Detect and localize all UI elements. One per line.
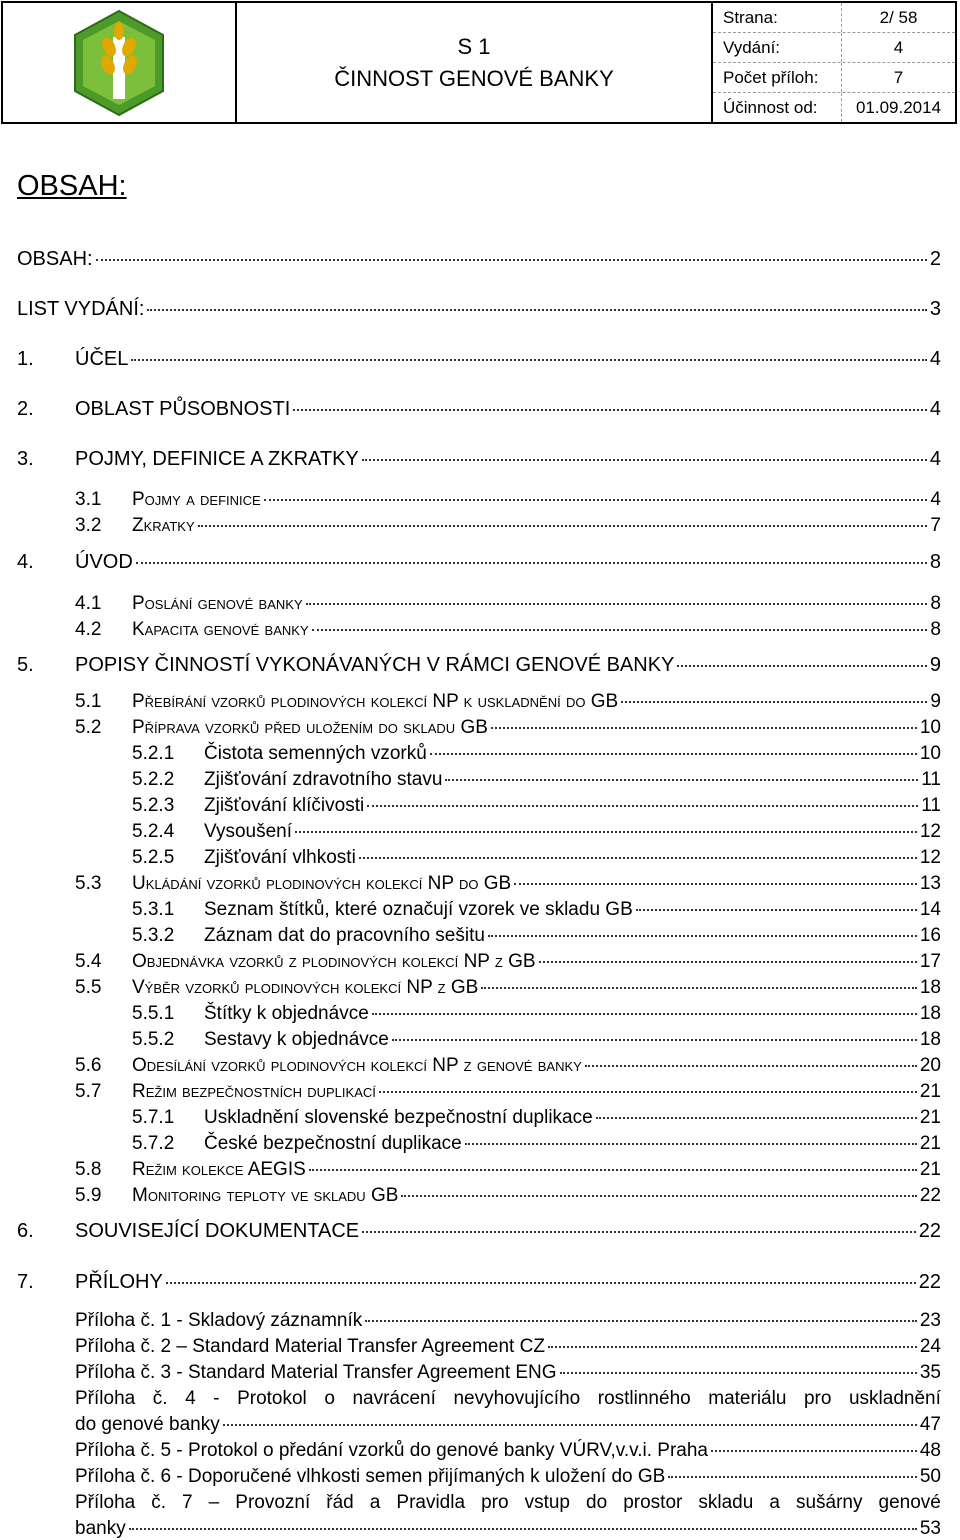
toc-entry-text: Zjišťování vlhkosti [204,847,356,868]
toc-word: skladu [698,1492,754,1513]
toc-page-number: 14 [919,899,941,920]
toc-word: uskladnění [848,1388,941,1409]
toc-leader [306,603,928,605]
toc-entry-text: Pojmy a definice [132,489,261,510]
toc-page-number: 35 [919,1362,941,1383]
toc-word: rostlinného [597,1388,691,1409]
toc-entry-text: Objednávka vzorků z plodinových kolekcí NP z GB [132,951,536,972]
toc-word: prostor [623,1492,683,1513]
toc-entry[interactable] [17,654,941,677]
document-title: ČINNOST GENOVÉ BANKY [334,65,614,91]
toc-entry-number: 5.2.4 [132,821,175,842]
toc-entry-text: SOUVISEJÍCÍ DOKUMENTACE [75,1220,360,1242]
toc-leader [136,562,927,564]
toc-entry-text: Vysoušení [204,821,293,842]
toc-page-number: 20 [919,1055,941,1076]
toc-page-number: 53 [919,1518,941,1539]
toc-word: Protokol [237,1388,307,1409]
toc-page-number: 8 [930,593,941,614]
toc-entry-number: 5.1 [75,691,102,712]
toc-entry-line[interactable] [75,1388,941,1410]
meta-label: Počet příloh: [713,63,842,92]
toc-leader [264,499,928,501]
toc-entry-text: Příloha č. 5 - Protokol o předání vzorků do genové banky VÚRV,v.v.i. Praha [75,1440,708,1461]
toc-word: pro [481,1492,509,1513]
toc-page-number: 10 [919,717,941,738]
toc-word: – [208,1492,220,1513]
toc-leader [96,259,927,261]
toc-entry-text: POJMY, DEFINICE A ZKRATKY [75,448,359,470]
toc-page-number: 18 [919,1003,941,1024]
toc-leader [131,359,927,361]
toc-entry-number: 5.2 [75,717,102,738]
toc-leader [367,805,918,807]
toc-entry-text: Štítky k objednávce [204,1003,369,1024]
toc-leader [491,727,917,729]
toc-page-number: 12 [919,821,941,842]
toc-entry-text: banky [75,1518,126,1539]
meta-label: Vydání: [713,33,842,62]
toc-entry[interactable] [75,1414,941,1436]
toc-page-number: 4 [929,398,941,420]
toc-entry-number: 5.8 [75,1159,102,1180]
toc-leader [539,961,917,963]
toc-word: č. [151,1492,167,1513]
toc-entry[interactable] [75,1362,941,1384]
toc-word: navrácení [352,1388,436,1409]
toc-leader [668,1476,917,1478]
toc-leader [488,935,917,937]
document-code: S 1 [457,33,491,59]
toc-entry-text: Záznam dat do pracovního sešitu [204,925,485,946]
toc-entry-number: 3. [17,448,34,470]
toc-leader [129,1528,917,1530]
toc-entry[interactable] [75,593,941,615]
toc-word: řád [326,1492,354,1513]
toc-leader [677,665,926,667]
toc-leader [309,1169,917,1171]
toc-entry[interactable] [75,1055,941,1077]
toc-word: sušárny [795,1492,863,1513]
toc-entry[interactable] [75,1081,941,1103]
toc-page-number: 21 [919,1081,941,1102]
toc-leader [379,1091,917,1093]
toc-entry[interactable] [17,1220,941,1243]
toc-entry-text: Přebírání vzorků plodinových kolekcí NP k uskladnění do GB [132,691,619,712]
toc-entry[interactable] [17,248,941,271]
toc-entry[interactable] [17,398,941,421]
toc-entry-number: 5.9 [75,1185,102,1206]
toc-page-number: 21 [919,1107,941,1128]
meta-value: 2/ 58 [879,7,918,27]
toc-page-number: 4 [929,348,941,370]
toc-leader [166,1282,916,1284]
toc-entry-text: Poslání genové banky [132,593,303,614]
toc-word: a [769,1492,780,1513]
toc-entry-text: Kapacita genové banky [132,619,309,640]
toc-word: do [586,1492,608,1513]
toc-entry-number: 2. [17,398,34,420]
toc-leader [445,779,918,781]
toc-leader [430,753,917,755]
toc-page-number: 24 [919,1336,941,1357]
toc-page-number: 23 [919,1310,941,1331]
toc-word: o [324,1388,335,1409]
toc-entry-number: 3.1 [75,489,102,510]
toc-word: Provozní [235,1492,311,1513]
toc-page-number: 9 [930,691,941,712]
toc-entry-text: Monitoring teploty ve skladu GB [132,1185,399,1206]
toc-leader [372,1013,917,1015]
toc-entry[interactable] [75,1440,941,1462]
toc-entry[interactable] [75,951,941,973]
page-title: OBSAH: [17,170,127,202]
toc-page-number: 17 [919,951,941,972]
toc-entry[interactable] [132,899,941,921]
toc-leader [293,409,927,411]
toc-page-number: 13 [919,873,941,894]
toc-entry[interactable] [75,489,941,511]
toc-leader [636,909,917,911]
toc-leader [596,1117,917,1119]
logo-cell [3,3,237,122]
toc-entry[interactable] [75,717,941,739]
toc-word: 7 [182,1492,193,1513]
toc-entry-number: 5.3 [75,873,102,894]
meta-table [713,3,955,122]
toc-entry-number: 5.2.5 [132,847,175,868]
toc-page-number: 8 [930,619,941,640]
toc-word: 4 [185,1388,196,1409]
toc-leader [585,1065,917,1067]
toc-entry-text: Čistota semenných vzorků [204,743,427,764]
toc-page-number: 47 [919,1414,941,1435]
toc-entry-text: Uskladnění slovenské bezpečnostní duplikace [204,1107,593,1128]
toc-entry[interactable] [75,515,941,537]
toc-page-number: 48 [919,1440,941,1461]
title-cell [237,3,713,122]
toc-page-number: 50 [919,1466,941,1487]
toc-page-number: 7 [930,515,941,536]
toc-entry-number: 5.7 [75,1081,102,1102]
toc-entry-text: Zkratky [132,515,195,536]
toc-leader [560,1372,917,1374]
toc-entry-text: PŘÍLOHY [75,1271,163,1293]
toc-word: genové [878,1492,941,1513]
toc-entry[interactable] [132,1029,941,1051]
toc-word: Příloha [75,1388,136,1409]
toc-entry-number: 4. [17,551,34,573]
toc-page-number: 16 [919,925,941,946]
toc-entry-text: OBSAH: [17,248,93,270]
toc-entry[interactable] [75,1185,941,1207]
toc-entry-number: 5.7.2 [132,1133,175,1154]
toc-entry-number: 5.7.1 [132,1107,175,1128]
toc-word: vstup [524,1492,570,1513]
toc-entry-number: 7. [17,1271,34,1293]
toc-entry-text: Zjišťování zdravotního stavu [204,769,443,790]
toc-entry[interactable] [17,348,941,371]
toc-entry-text: Odesílání vzorků plodinových kolekcí NP z genové banky [132,1055,582,1076]
toc-leader [295,831,917,833]
toc-entry-number: 5. [17,654,34,676]
toc-entry-number: 5.2.2 [132,769,175,790]
toc-entry-text: LIST VYDÁNÍ: [17,298,145,320]
toc-leader [514,883,917,885]
toc-page-number: 10 [919,743,941,764]
toc-page-number: 18 [919,977,941,998]
toc-entry-text: OBLAST PŮSOBNOSTI [75,398,291,420]
toc-page-number: 2 [929,248,941,270]
toc-entry-text: Režim bezpečnostních duplikací [132,1081,376,1102]
toc-entry[interactable] [75,1159,941,1181]
toc-page-number: 11 [921,795,941,816]
toc-entry[interactable] [132,925,941,947]
toc-entry-number: 5.5 [75,977,102,998]
meta-label: Strana: [713,3,842,32]
toc-word: - [213,1388,220,1409]
toc-entry[interactable] [132,1107,941,1129]
toc-leader [147,309,926,311]
toc-entry[interactable] [132,769,941,791]
toc-entry-line[interactable] [75,1492,941,1514]
toc-page-number: 8 [929,551,941,573]
toc-entry-number: 5.3.2 [132,925,175,946]
toc-entry-number: 5.2.1 [132,743,175,764]
toc-leader [365,1320,917,1322]
meta-value: 7 [893,67,904,87]
toc-entry[interactable] [75,1466,941,1488]
toc-word: nevyhovujícího [453,1388,581,1409]
toc-entry-number: 4.2 [75,619,102,640]
toc-page-number: 22 [918,1271,941,1293]
toc-entry-number: 3.2 [75,515,102,536]
toc-leader [401,1195,916,1197]
toc-entry-number: 5.6 [75,1055,102,1076]
toc-leader [312,629,928,631]
toc-entry[interactable] [132,795,941,817]
meta-value: 4 [893,37,904,57]
toc-page-number: 3 [929,298,941,320]
toc-entry-number: 6. [17,1220,34,1242]
toc-entry-text: Příloha č. 3 - Standard Material Transfer Agreement ENG [75,1362,557,1383]
toc-entry[interactable] [75,1336,941,1358]
toc-word: Pravidla [396,1492,466,1513]
toc-leader [362,459,927,461]
toc-entry-number: 5.2.3 [132,795,175,816]
toc-page-number: 4 [930,489,941,510]
toc-entry-number: 1. [17,348,34,370]
toc-word: a [369,1492,381,1513]
toc-entry-number: 5.3.1 [132,899,175,920]
toc-leader [359,857,917,859]
toc-entry-number: 5.5.2 [132,1029,175,1050]
toc-entry-text: Sestavy k objednávce [204,1029,389,1050]
toc-entry[interactable] [75,1518,941,1540]
toc-page-number: 22 [919,1185,941,1206]
toc-entry[interactable] [17,448,941,471]
toc-entry-number: 5.5.1 [132,1003,175,1024]
toc-word: materiálu [708,1388,787,1409]
toc-page-number: 12 [919,847,941,868]
toc-leader [481,987,917,989]
toc-entry-text: Seznam štítků, které označují vzorek ve skladu GB [204,899,633,920]
toc-entry-text: Režim kolekce AEGIS [132,1159,306,1180]
toc-leader [548,1346,917,1348]
toc-page-number: 9 [929,654,941,676]
toc-page-number: 22 [918,1220,941,1242]
toc-entry-text: Příprava vzorků před uložením do skladu GB [132,717,488,738]
toc-entry-text: Příloha č. 6 - Doporučené vlhkosti semen přijímaných k uložení do GB [75,1466,666,1487]
meta-row-attachments [713,63,955,93]
toc-entry-text: Výběr vzorků plodinových kolekcí NP z GB [132,977,479,998]
toc-entry[interactable] [17,298,941,321]
toc-word: pro [803,1388,832,1409]
toc-entry-text: Příloha č. 1 - Skladový záznamník [75,1310,363,1331]
toc-entry[interactable] [132,743,941,765]
toc-entry-text: Příloha č. 2 – Standard Material Transfer Agreement CZ [75,1336,545,1357]
toc-word: č. [152,1388,168,1409]
toc-entry[interactable] [75,977,941,999]
toc-entry-text: Ukládání vzorků plodinových kolekcí NP do GB [132,873,512,894]
toc-entry-text: Zjišťování klíčivosti [204,795,365,816]
toc-page-number: 18 [919,1029,941,1050]
toc-entry[interactable] [132,1133,941,1155]
toc-leader [621,701,927,703]
meta-row-effective [713,93,955,122]
meta-row-edition [713,33,955,63]
toc-entry-number: 5.4 [75,951,102,972]
toc-entry[interactable] [75,619,941,641]
toc-entry[interactable] [17,1271,941,1294]
toc-page-number: 21 [919,1159,941,1180]
toc-entry[interactable] [132,847,941,869]
toc-page-number: 11 [921,769,941,790]
toc-entry-number: 4.1 [75,593,102,614]
toc-entry[interactable] [75,1310,941,1332]
toc-entry-text: do genové banky [75,1414,220,1435]
toc-entry[interactable] [132,821,941,843]
toc-leader [392,1039,917,1041]
document-header [1,1,957,124]
toc-entry[interactable] [132,1003,941,1025]
toc-page-number: 4 [929,448,941,470]
toc-page-number: 21 [919,1133,941,1154]
toc-leader [465,1143,917,1145]
meta-value: 01.09.2014 [855,97,942,117]
toc-leader [198,525,928,527]
toc-word: Příloha [75,1492,136,1513]
toc-leader [711,1450,917,1452]
toc-entry[interactable] [75,691,941,713]
meta-row-page [713,3,955,33]
toc-entry-text: ÚČEL [75,348,129,370]
genebank-logo-icon [71,7,167,119]
toc-entry-text: České bezpečnostní duplikace [204,1133,462,1154]
meta-label: Účinnost od: [713,93,842,122]
toc-entry[interactable] [75,873,941,895]
toc-entry[interactable] [17,551,941,574]
toc-entry-text: POPISY ČINNOSTÍ VYKONÁVANÝCH V RÁMCI GENOVÉ BANKY [75,654,675,676]
toc-leader [362,1231,916,1233]
toc-entry-text: ÚVOD [75,551,133,573]
toc-leader [223,1424,917,1426]
